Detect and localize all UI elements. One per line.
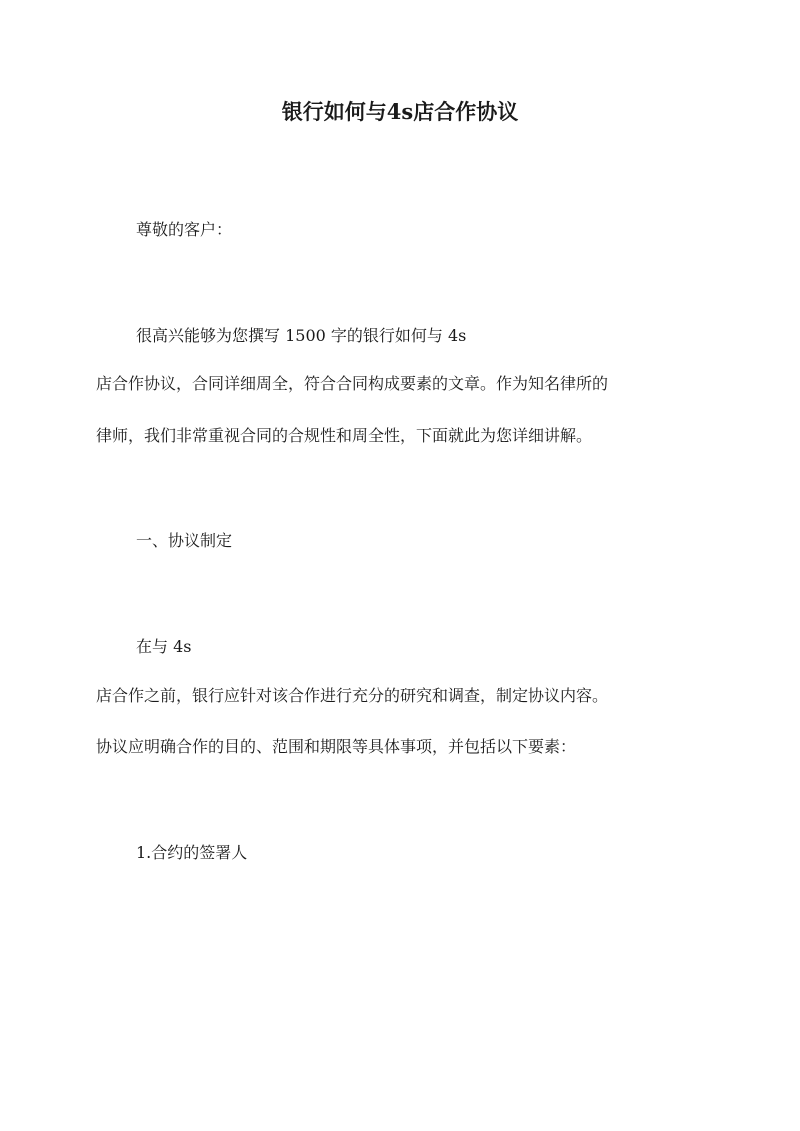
intro-line-1: 很高兴能够为您撰写 1500 字的银行如何与 4s — [136, 326, 467, 345]
document-title: 银行如何与4s店合作协议 — [281, 99, 519, 124]
list-item-1: 1.合约的签署人 — [136, 843, 248, 862]
salutation: 尊敬的客户： — [136, 220, 233, 239]
section-1-heading: 一、协议制定 — [136, 531, 233, 550]
intro-line-2: 店合作协议，合同详细周全，符合合同构成要素的文章。作为知名律所的 — [96, 374, 609, 393]
section-1-line-3: 协议应明确合作的目的、范围和期限等具体事项，并包括以下要素： — [96, 737, 577, 756]
section-1-line-1: 在与 4s — [136, 637, 192, 656]
section-1-line-2: 店合作之前，银行应针对该合作进行充分的研究和调查，制定协议内容。 — [96, 686, 609, 705]
intro-line-3: 律师，我们非常重视合同的合规性和周全性，下面就此为您详细讲解。 — [96, 426, 593, 445]
